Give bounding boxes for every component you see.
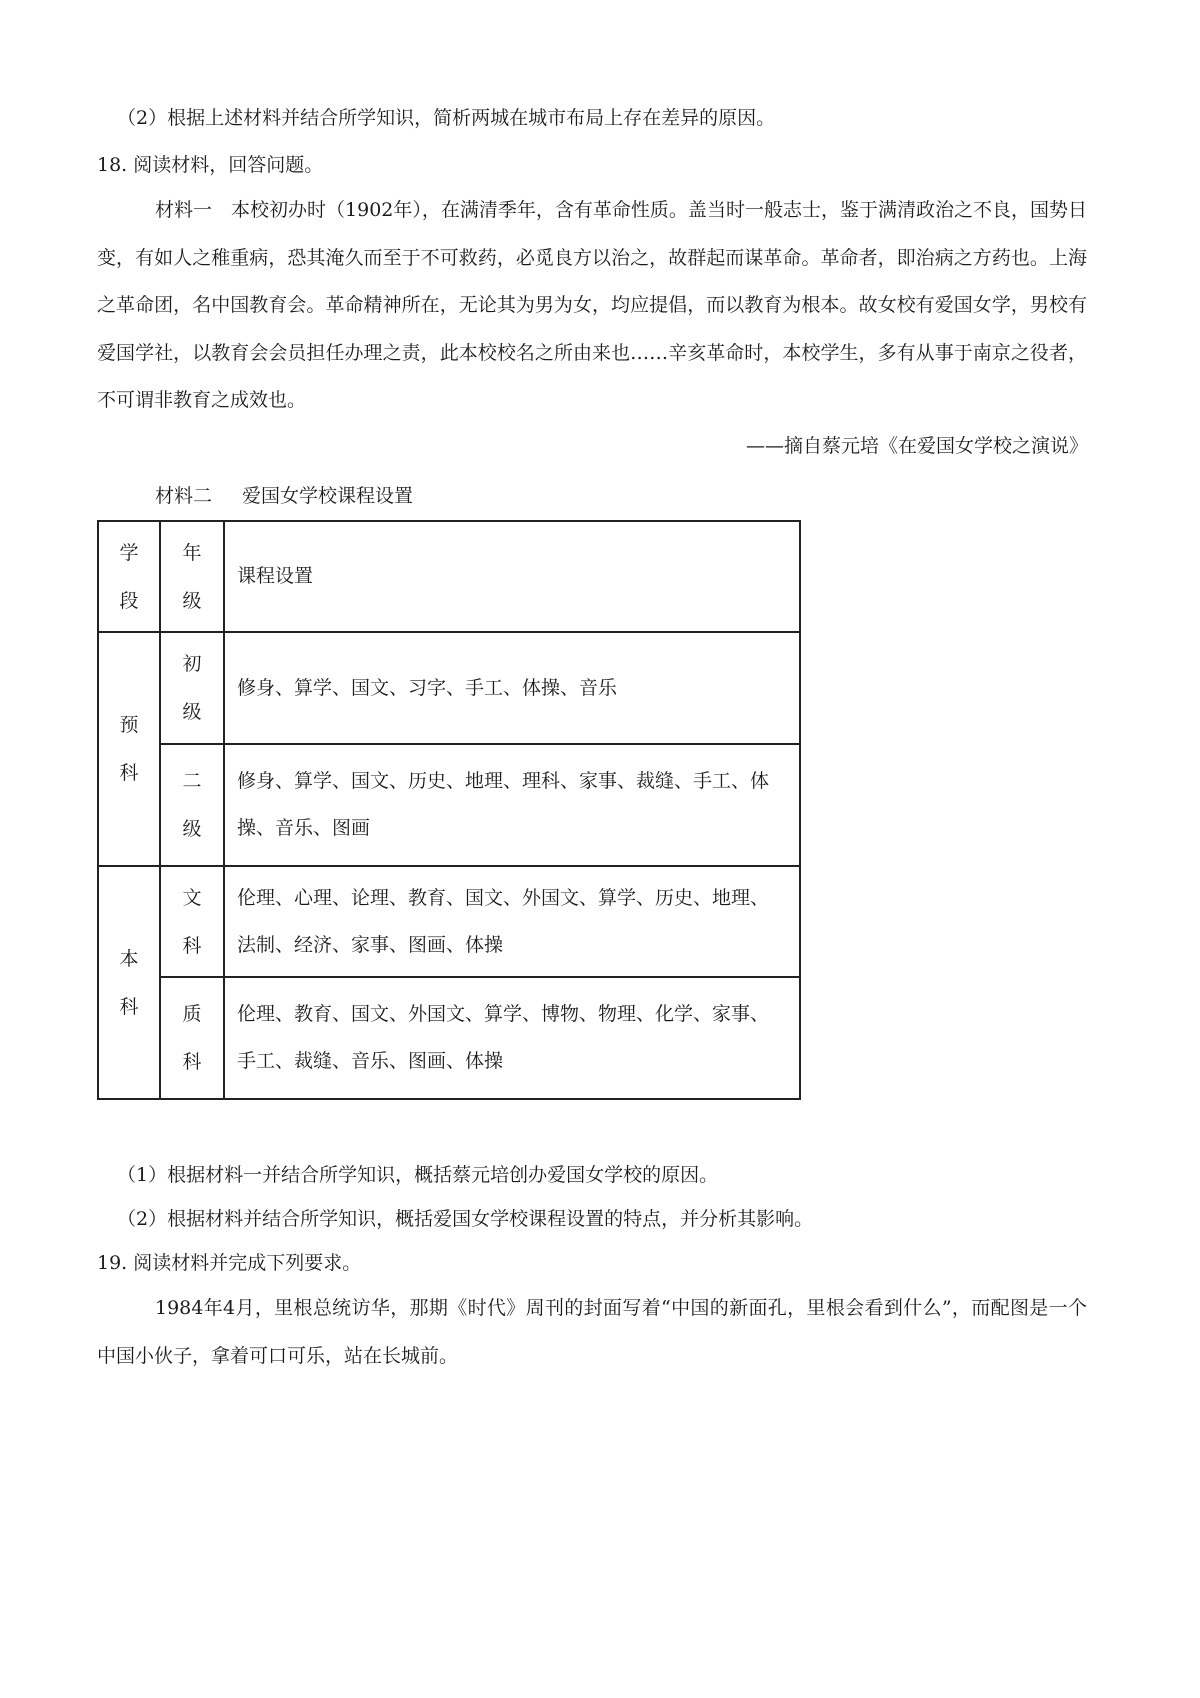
q18-part1-question: （1）根据材料一并结合所学知识，概括蔡元培创办爱国女学校的原因。	[117, 1164, 719, 1186]
courses-cell: 修身、算学、国文、习字、手工、体操、音乐	[237, 676, 618, 699]
q18-material1: 材料一 本校初办时（1902年），在满清季年，含有革命性质。盖当时一般志士，鉴于满清政治之不良，国势日变，有如人之稚重病，恐其淹久而至于不可救药，必觅良方以治之，故群起而谋革命。革命者，即治病之方药也。上海之革命团，名中国教育会。革命精神所在，无论其为男为女，均应提倡，而以教育为根本。故女校有爱国女学，男校有爱国学社，以教育会会员担任办理之责，此本校校名之所由来也……辛亥革命时，本校学生，多有从事于南京之役者，不可谓非教育之成效也。	[97, 199, 1087, 411]
table-row	[98, 866, 800, 977]
grade-cell: 二级	[182, 770, 202, 840]
table-row	[98, 744, 800, 866]
stage-cell: 预科	[119, 714, 139, 784]
courses-cell: 修身、算学、国文、历史、地理、理科、家事、裁缝、手工、体操、音乐、图画	[237, 770, 770, 839]
q19-material: 1984年4月，里根总统访华，那期《时代》周刊的封面写着“中国的新面孔，里根会看到什么”，而配图是一个中国小伙子，拿着可口可乐，站在长城前。	[97, 1297, 1087, 1367]
grade-cell: 初级	[182, 653, 202, 723]
header-grade: 年级	[182, 541, 202, 612]
table-row	[98, 632, 800, 744]
header-stage: 学段	[119, 541, 139, 612]
q18-part2-question: （2）根据材料并结合所学知识，概括爱国女学校课程设置的特点，并分析其影响。	[117, 1208, 814, 1230]
course-table	[97, 520, 801, 1100]
stage-cell: 本科	[119, 947, 139, 1018]
courses-cell: 伦理、心理、论理、教育、国文、外国文、算学、历史、地理、法制、经济、家事、图画、体操	[237, 886, 770, 956]
table-header-row	[98, 521, 800, 632]
grade-cell: 质科	[182, 1003, 202, 1073]
q19-heading: 19. 阅读材料并完成下列要求。	[97, 1252, 362, 1274]
header-courses: 课程设置	[237, 565, 314, 587]
q18-heading: 18. 阅读材料，回答问题。	[97, 154, 324, 176]
courses-cell: 伦理、教育、国文、外国文、算学、博物、物理、化学、家事、手工、裁缝、音乐、图画、体操	[237, 1003, 770, 1072]
q17-part2-question: （2）根据上述材料并结合所学知识，简析两城在城市布局上存在差异的原因。	[117, 107, 776, 129]
material2-label: 材料二	[155, 485, 213, 507]
material2-title: 爱国女学校课程设置	[242, 485, 414, 507]
q18-material2-caption	[155, 484, 413, 508]
table-row	[98, 977, 800, 1099]
q18-material1-source: ——摘自蔡元培《在爱国女学校之演说》	[745, 435, 1088, 457]
grade-cell: 文科	[182, 886, 202, 957]
